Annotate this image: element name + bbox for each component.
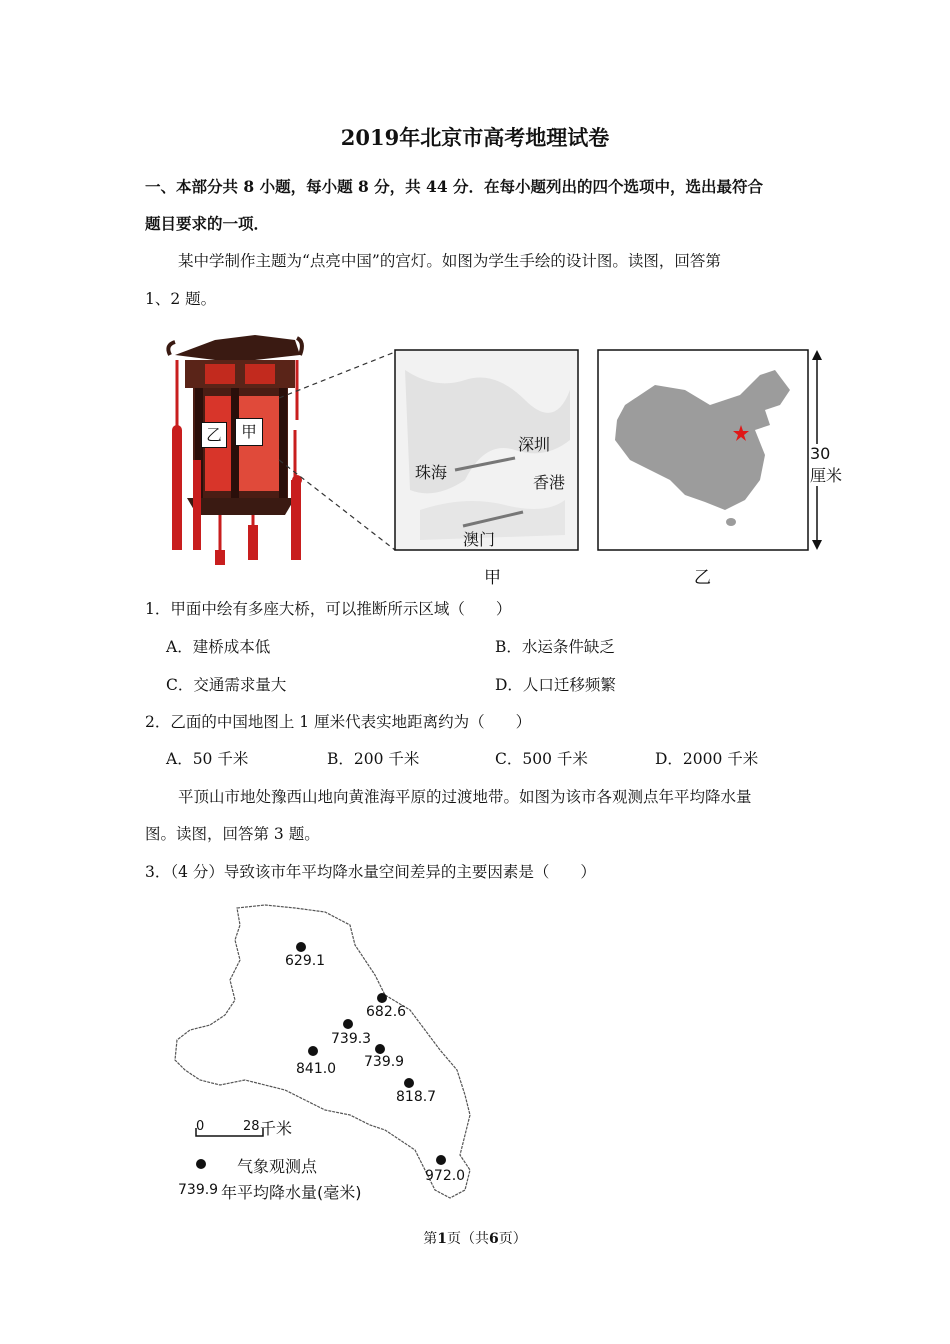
intro1-line1: 某中学制作主题为“点亮中国”的宫灯。如图为学生手绘的设计图。读图，回答第 [178,252,721,270]
scale-value: 28 [243,1119,260,1134]
station-value-682: 682.6 [366,1004,407,1020]
q1-stem: 1．甲面中绘有多座大桥，可以推断所示区域（ ） [145,600,512,618]
q1-option-d: D．人口迁移频繁 [495,676,616,694]
intro1-line2: 1、2 题。 [145,290,217,308]
figure-caption-jia: 甲 [484,568,501,588]
q2-option-c: C．500 千米 [495,750,588,768]
scale-unit: 千米 [260,1119,293,1138]
lantern-label-jia: 甲 [235,418,263,446]
footer-page-number: 1 [437,1231,447,1247]
figure-caption-yi: 乙 [694,568,711,588]
station-value-841: 841.0 [296,1061,337,1077]
map-label-macau: 澳门 [463,530,496,549]
lantern-label-yi: 乙 [201,422,227,448]
page-title: 2019年北京市高考地理试卷 [340,125,610,150]
map-label-zhuhai: 珠海 [415,463,448,482]
map-label-shenzhen: 深圳 [518,435,551,454]
section-heading-line2: 题目要求的一项． [145,214,270,233]
legend-sample-value: 739.9 [178,1182,219,1198]
q1-option-b: B．水运条件缺乏 [495,638,615,656]
footer-total-pages: 6 [489,1231,499,1247]
station-value-972: 972.0 [425,1168,466,1184]
page-footer [0,1228,950,1248]
station-value-739-9: 739.9 [364,1054,405,1070]
legend-station-label: 气象观测点 [237,1157,318,1176]
q2-stem: 2．乙面的中国地图上 1 厘米代表实地距离约为（ ） [145,713,532,731]
q2-option-d: D．2000 千米 [655,750,759,768]
precipitation-map [165,900,495,1210]
intro2-line1: 平顶山市地处豫西山地向黄淮海平原的过渡地带。如图为该市各观测点年平均降水量 [178,788,752,806]
station-value-818: 818.7 [396,1089,437,1105]
map-label-hongkong: 香港 [533,473,566,492]
station-value-629: 629.1 [285,953,326,969]
q2-option-b: B．200 千米 [327,750,420,768]
footer-prefix: 第 [423,1231,438,1247]
scale-zero: 0 [196,1119,205,1134]
station-value-739-3: 739.3 [331,1031,372,1047]
lantern-drawing [165,330,845,590]
q3-stem: 3．（4 分）导致该市年平均降水量空间差异的主要因素是（ ） [145,863,596,881]
q2-option-a: A．50 千米 [166,750,249,768]
footer-mid: 页（共 [447,1231,489,1247]
legend-description: 年平均降水量(毫米) [221,1183,362,1202]
map-dimension-label: 30厘米 [810,444,845,486]
lantern-figure [165,330,845,590]
footer-suffix: 页） [498,1231,527,1247]
section-heading-line1: 一、本部分共 8 小题，每小题 8 分，共 44 分．在每小题列出的四个选项中，选出最符合 [145,177,764,196]
q1-option-a: A．建桥成本低 [166,638,271,656]
intro2-line2: 图。读图，回答第 3 题。 [145,825,320,843]
q1-option-c: C．交通需求量大 [166,676,287,694]
city-outline [165,900,495,1210]
